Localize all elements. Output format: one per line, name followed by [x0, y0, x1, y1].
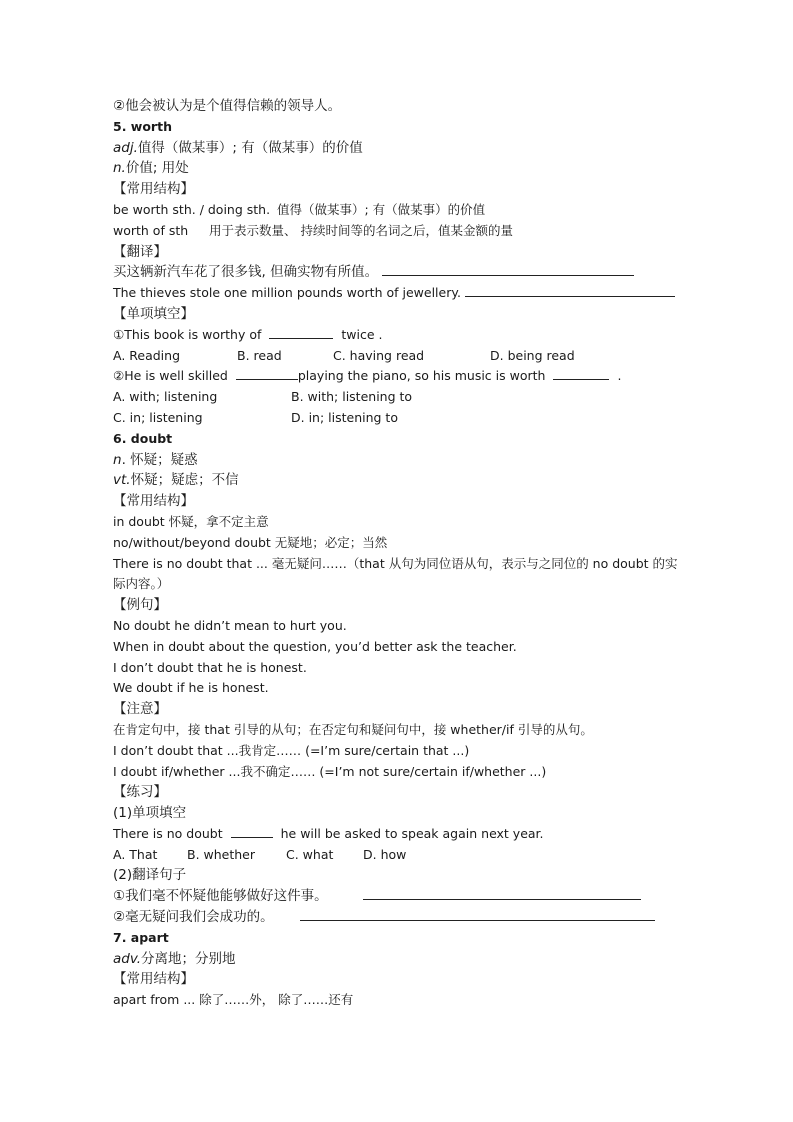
answer-blank[interactable]	[269, 326, 333, 339]
definition-line	[113, 949, 693, 970]
question-line	[113, 325, 693, 346]
structure-line	[113, 221, 693, 242]
translate-item	[113, 886, 693, 907]
structure-line: There is no doubt that ... 毫无疑问……（that 从句为同位语从句，表示与之同位的 no doubt 的实际内容。）	[113, 555, 678, 592]
practice-heading: (2)翻译句子	[113, 867, 187, 884]
pos-label: n.	[113, 160, 126, 177]
question-text: ②He is well skilled	[113, 368, 228, 384]
practice-heading: (1)单项填空	[113, 805, 187, 822]
definition-text: . 怀疑；疑惑	[121, 451, 198, 468]
translate-prompt: The thieves stole one million pounds worth of jewellery.	[113, 285, 461, 301]
question-text: he will be asked to speak again next year.	[280, 825, 544, 841]
definition-text: 分离地；分别地	[141, 950, 236, 967]
question-text: There is no doubt	[113, 825, 223, 841]
option[interactable]: B. with; listening to	[291, 389, 413, 405]
option[interactable]: D. in; listening to	[291, 409, 398, 425]
translate-prompt: ②毫无疑问我们会成功的。	[113, 909, 274, 926]
structure-line: in doubt 怀疑，拿不定主意	[113, 513, 269, 529]
translate-prompt: ①我们毫不怀疑他能够做好这件事。	[113, 888, 328, 905]
section-heading-worth: 5. worth	[113, 118, 172, 134]
answer-blank[interactable]	[382, 263, 634, 276]
translate-item	[113, 262, 693, 283]
option[interactable]: B. whether	[187, 846, 256, 862]
translate-item	[113, 283, 693, 304]
definition-text: 价值; 用处	[125, 160, 189, 177]
translate-item	[113, 907, 693, 928]
document-page	[113, 96, 693, 1011]
pos-label: n	[113, 451, 122, 468]
option[interactable]: C. what	[286, 846, 334, 862]
example-line: No doubt he didn’t mean to hurt you.	[113, 617, 347, 633]
subheading: 【常用结构】	[113, 181, 194, 198]
example-line: We doubt if he is honest.	[113, 680, 269, 696]
question-line	[113, 824, 693, 845]
option[interactable]: B. read	[237, 347, 282, 363]
definition-line	[113, 470, 693, 491]
subheading: 【翻译】	[113, 243, 167, 260]
subheading: 【练习】	[113, 784, 167, 801]
subheading: 【常用结构】	[113, 493, 194, 510]
note-line: I doubt if/whether ...我不确定…… (=I’m not sure/certain if/whether ...)	[113, 763, 547, 779]
structure-line: apart from ... 除了……外， 除了……还有	[113, 992, 354, 1008]
options-line	[113, 346, 693, 367]
options-line	[113, 845, 693, 866]
subheading: 【单项填空】	[113, 305, 194, 322]
pos-label: vt.	[113, 472, 131, 489]
definition-text: 怀疑；疑虑；不信	[130, 472, 239, 489]
answer-blank[interactable]	[363, 887, 641, 900]
structure-meaning: 用于表示数量、 持续时间等的名词之后，值某金额的量	[209, 222, 513, 238]
option[interactable]: D. how	[363, 846, 407, 862]
note-line: I don’t doubt that ...我肯定…… (=I’m sure/certain that ...)	[113, 742, 470, 758]
section-heading-apart: 7. apart	[113, 929, 169, 945]
pos-label: adv.	[113, 950, 142, 967]
structure-line	[113, 200, 693, 221]
structure-pattern: worth of sth	[113, 222, 189, 238]
section-heading-doubt: 6. doubt	[113, 430, 173, 446]
option[interactable]: C. in; listening	[113, 409, 203, 425]
option[interactable]: C. having read	[333, 347, 425, 363]
question-text: .	[617, 368, 622, 384]
subheading: 【注意】	[113, 701, 167, 718]
answer-blank[interactable]	[553, 367, 609, 380]
example-line: When in doubt about the question, you’d better ask the teacher.	[113, 638, 517, 654]
definition-text: 值得（做某事）; 有（做某事）的价值	[137, 139, 363, 156]
definition-line	[113, 138, 693, 159]
answer-blank[interactable]	[236, 367, 298, 380]
example-line: I don’t doubt that he is honest.	[113, 659, 307, 675]
answer-blank[interactable]	[231, 825, 273, 838]
definition-line	[113, 450, 693, 471]
structure-meaning: 值得（做某事）; 有（做某事）的价值	[277, 201, 486, 217]
options-line	[113, 408, 693, 429]
subheading: 【常用结构】	[113, 971, 194, 988]
question-text: twice .	[341, 326, 383, 342]
sentence-line: ②他会被认为是个值得信赖的领导人。	[113, 98, 342, 114]
answer-blank[interactable]	[465, 284, 675, 297]
subheading: 【例句】	[113, 597, 167, 614]
option[interactable]: D. being read	[490, 347, 575, 363]
translate-prompt: 买这辆新汽车花了很多钱, 但确实物有所值。	[113, 264, 379, 281]
structure-line: no/without/beyond doubt 无疑地；必定；当然	[113, 534, 388, 550]
option[interactable]: A. That	[113, 846, 158, 862]
pos-label: adj.	[113, 139, 138, 156]
definition-line	[113, 158, 693, 179]
structure-pattern: be worth sth. / doing sth.	[113, 201, 271, 217]
option[interactable]: A. with; listening	[113, 389, 218, 405]
question-text: ①This book is worthy of	[113, 326, 262, 342]
question-line	[113, 366, 693, 387]
answer-blank[interactable]	[300, 908, 655, 921]
question-text: playing the piano, so his music is worth	[297, 368, 546, 384]
options-line	[113, 387, 693, 408]
option[interactable]: A. Reading	[113, 347, 181, 363]
note-line: 在肯定句中，接 that 引导的从句；在否定句和疑问句中，接 whether/if 引导的从句。	[113, 721, 593, 737]
